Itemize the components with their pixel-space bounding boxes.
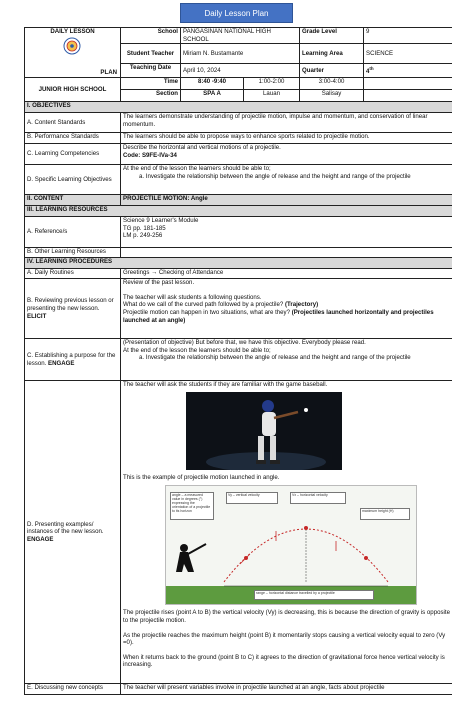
content-standards-label: A. Content Standards [25,113,121,133]
elicit-tag: ELICIT [27,312,47,320]
time-slot-2: 1:00-2:00 [244,78,300,90]
grade-level-value: 9 [364,28,452,44]
baseball-intro: The teacher will ask the students if they are familiar with the game baseball. [123,381,328,389]
time-label: Time [121,78,181,90]
teaching-date-label: Teaching Date [121,64,181,78]
deped-seal-icon [63,37,81,55]
learning-resources-heading: III. LEARNING RESOURCES [25,206,453,217]
purpose-line-1: (Presentation of objective) But before that, we have this objective. Everybody please read. [123,339,366,347]
vy-label-box: Vy – vertical velocity [226,492,278,504]
specific-objectives-label: D. Specific Learning Objectives [25,165,121,195]
lesson-plan-document [24,27,452,719]
angle-label-box: angle – a measured value in degrees (°) expressing the orientation of a projectile to its horizon [170,492,214,520]
purpose-line-2: At the end of the lesson the learners should be able to; [123,346,271,354]
engage-tag-1: ENGAGE [48,359,75,367]
specific-objectives-item: a. Investigate the relationship between the angle of release and the height and range of the projectile [139,172,411,180]
daily-lesson-label: DAILY LESSON [50,28,95,35]
school-value: PANGASINAN NATIONAL HIGH SCHOOL [181,28,300,44]
reviewing-lesson-value [121,279,453,339]
section-1: SPA A [181,90,244,102]
junior-high-school-label: JUNIOR HIGH SCHOOL [25,78,121,102]
learning-procedures-heading: IV. LEARNING PROCEDURES [25,258,453,269]
review-line-2: The teacher will ask students a following questions. [123,293,262,301]
engage-tag-2: ENGAGE [27,536,54,544]
discussing-concepts-value: The teacher will present variables involve in projectile launched at an angle, facts about projectile [121,684,453,695]
references-label: A. Reference/s [25,217,121,248]
paragraph-max-height: As the projectile reaches the maximum height (point B) it momentarily stops causing a vertical velocity equal to zero (Vy =0). [123,631,446,647]
presenting-examples-value [121,381,453,684]
paragraph-return: When it returns back to the ground (point B to C) it agrees to the direction of gravitational force hence vertical velocity is increasing. [123,653,445,669]
purpose-value [121,339,453,381]
quarter-label: Quarter [300,64,364,78]
other-resources-value [121,248,453,258]
quarter-value: 4th [364,64,452,78]
learning-area-label: Learning Area [300,44,364,64]
plan-label: PLAN [100,68,117,76]
projectile-diagram [165,485,417,605]
lesson-plan-table [24,27,452,695]
daily-lesson-plan-cell [25,28,121,78]
content-standards-value: The learners demonstrate understanding of projectile motion, impulse and momentum, and conservation of linear momentum. [121,113,453,133]
presenting-examples-label: D. Presenting examples/ instances of the new lesson. ENGAGE [25,381,121,684]
daily-routines-label: A. Daily Routines [25,269,121,279]
max-height-label-box: maximum height (H) [360,508,410,520]
performance-standards-label: B. Performance Standards [25,133,121,144]
purpose-label: C. Establishing a purpose for the lesson. ENGAGE [25,339,121,381]
range-label-box: range – horizontal distance travelled by a projectile [254,590,374,600]
other-resources-label: B. Other Learning Resources [25,248,121,258]
specific-objectives-value [121,165,453,195]
daily-lesson-plan-button[interactable]: Daily Lesson Plan [180,3,293,23]
review-line-1: Review of the past lesson. [123,279,195,287]
section-label: Section [121,90,181,102]
time-slot-1: 8:40 -9:40 [181,78,244,90]
review-question-1: What do we call of the curved path followed by a projectile? (Trajectory) [123,301,319,309]
review-question-2: Projectile motion can happen in two situations, what are they? (Projectiles launched horizontally and projectiles launched at an angle) [123,309,434,324]
competency-text: Describe the horizontal and vertical motions of a projectile. [123,144,281,152]
learning-area-value: SCIENCE [364,44,452,64]
reviewing-lesson-label: B. Reviewing previous lesson or presenting the new lesson. ELICIT [25,279,121,339]
learning-competencies-value [121,144,453,165]
grade-level-label: Grade Level [300,28,364,44]
time-slot-3: 3:00-4:00 [300,78,364,90]
paragraph-rise: The projectile rises (point A to B) the vertical velocity (Vy) is decreasing, this is because the direction of gravity is opposite to the projectile motion. [123,609,450,625]
student-teacher-value: Miriam N. Bustamante [181,44,300,64]
purpose-item: a. Investigate the relationship between the angle of release and the height and range of the projectile [139,354,411,362]
student-teacher-label: Student Teacher [121,44,181,64]
discussing-concepts-label: E. Discussing new concepts [25,684,121,695]
section-3: Salisay [300,90,364,102]
reference-line-1: Science 9 Learner's Module [123,217,199,225]
content-heading: II. CONTENT [25,195,121,206]
teaching-date-value: April 10, 2024 [181,64,300,78]
references-value [121,217,453,248]
performance-standards-value: The learners should be able to propose ways to enhance sports related to projectile motion. [121,133,453,144]
title-bar [0,0,474,28]
content-value: PROJECTILE MOTION: Angle [121,195,453,206]
objectives-heading: I. OBJECTIVES [25,102,453,113]
vx-label-box: Vx – horizontal velocity [290,492,346,504]
school-label: School [121,28,181,44]
reference-line-2: TG pp. 181-185 [123,224,166,232]
baseball-batter-image [186,392,342,470]
learning-competencies-label: C. Learning Competencies [25,144,121,165]
baseball-photo-illustration [186,392,342,470]
specific-objectives-intro: At the end of the lesson the learners should be able to; [123,165,271,173]
section-2: Lauan [244,90,300,102]
daily-routines-value: Greetings → Checking of Attendance [121,269,453,279]
reference-line-3: LM p. 249-256 [123,232,163,240]
projectile-example-text: This is the example of projectile motion launched in angle. [123,473,280,481]
competency-code: Code: S9FE-IVa-34 [123,151,177,159]
